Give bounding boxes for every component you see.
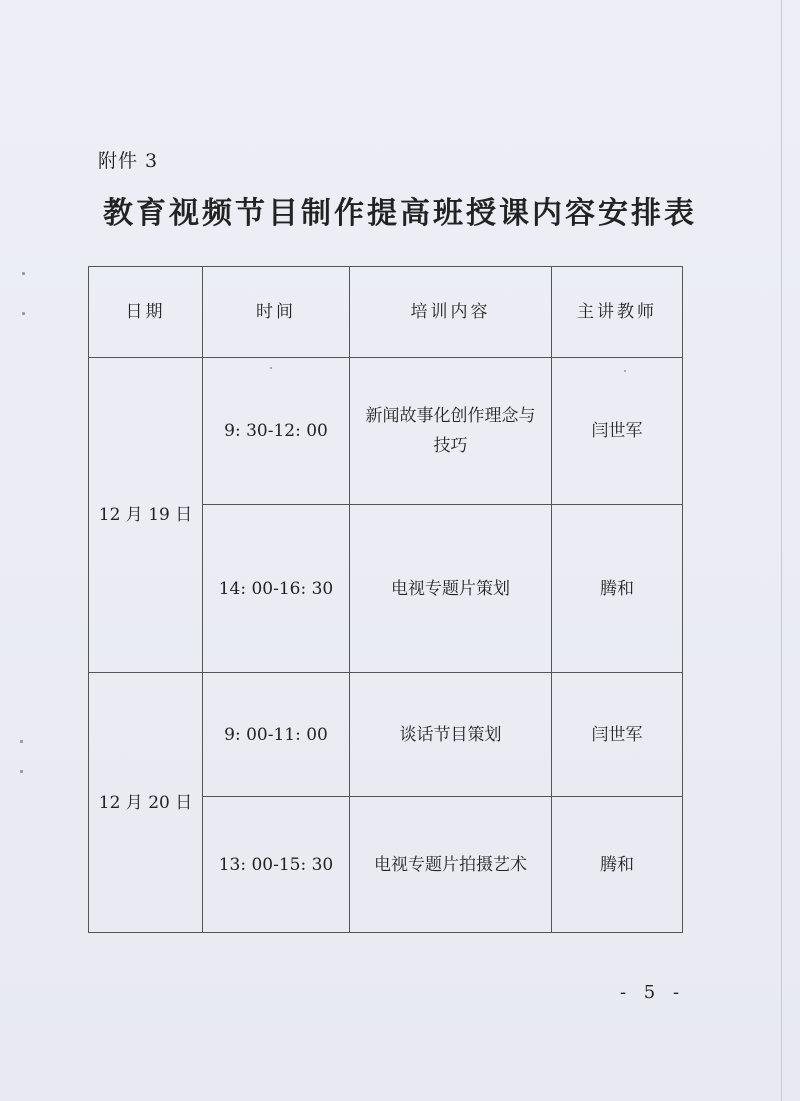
page-title: 教育视频节目制作提高班授课内容安排表 — [103, 196, 697, 231]
content-cell: 新闻故事化创作理念与技巧 — [350, 358, 552, 505]
scan-speck — [20, 770, 23, 773]
scan-speck — [624, 370, 626, 372]
teacher-cell: 闫世军 — [552, 358, 683, 505]
attachment-label: 附件 3 — [98, 150, 159, 172]
header-teacher: 主讲教师 — [552, 267, 683, 358]
table-header-row — [89, 267, 683, 358]
content-cell: 电视专题片拍摄艺术 — [350, 797, 552, 933]
scan-speck — [20, 740, 23, 743]
time-cell: 9: 30-12: 00 — [203, 358, 350, 505]
table-row — [89, 358, 683, 505]
header-content: 培训内容 — [350, 267, 552, 358]
teacher-cell: 腾和 — [552, 797, 683, 933]
teacher-cell: 闫世军 — [552, 673, 683, 797]
schedule-table — [88, 266, 683, 933]
header-time: 时间 — [203, 267, 350, 358]
date-cell: 12 月 19 日 — [89, 358, 203, 673]
time-cell: 13: 00-15: 30 — [203, 797, 350, 933]
time-cell: 14: 00-16: 30 — [203, 505, 350, 673]
scan-speck — [22, 312, 25, 315]
page-number: - 5 - — [620, 982, 686, 1003]
content-cell: 电视专题片策划 — [350, 505, 552, 673]
time-cell: 9: 00-11: 00 — [203, 673, 350, 797]
teacher-cell: 腾和 — [552, 505, 683, 673]
scan-speck — [22, 272, 25, 275]
table-row — [89, 673, 683, 797]
scan-edge-line — [781, 0, 782, 1101]
date-cell: 12 月 20 日 — [89, 673, 203, 933]
scan-speck — [270, 367, 272, 369]
content-cell: 谈话节目策划 — [350, 673, 552, 797]
header-date: 日期 — [89, 267, 203, 358]
